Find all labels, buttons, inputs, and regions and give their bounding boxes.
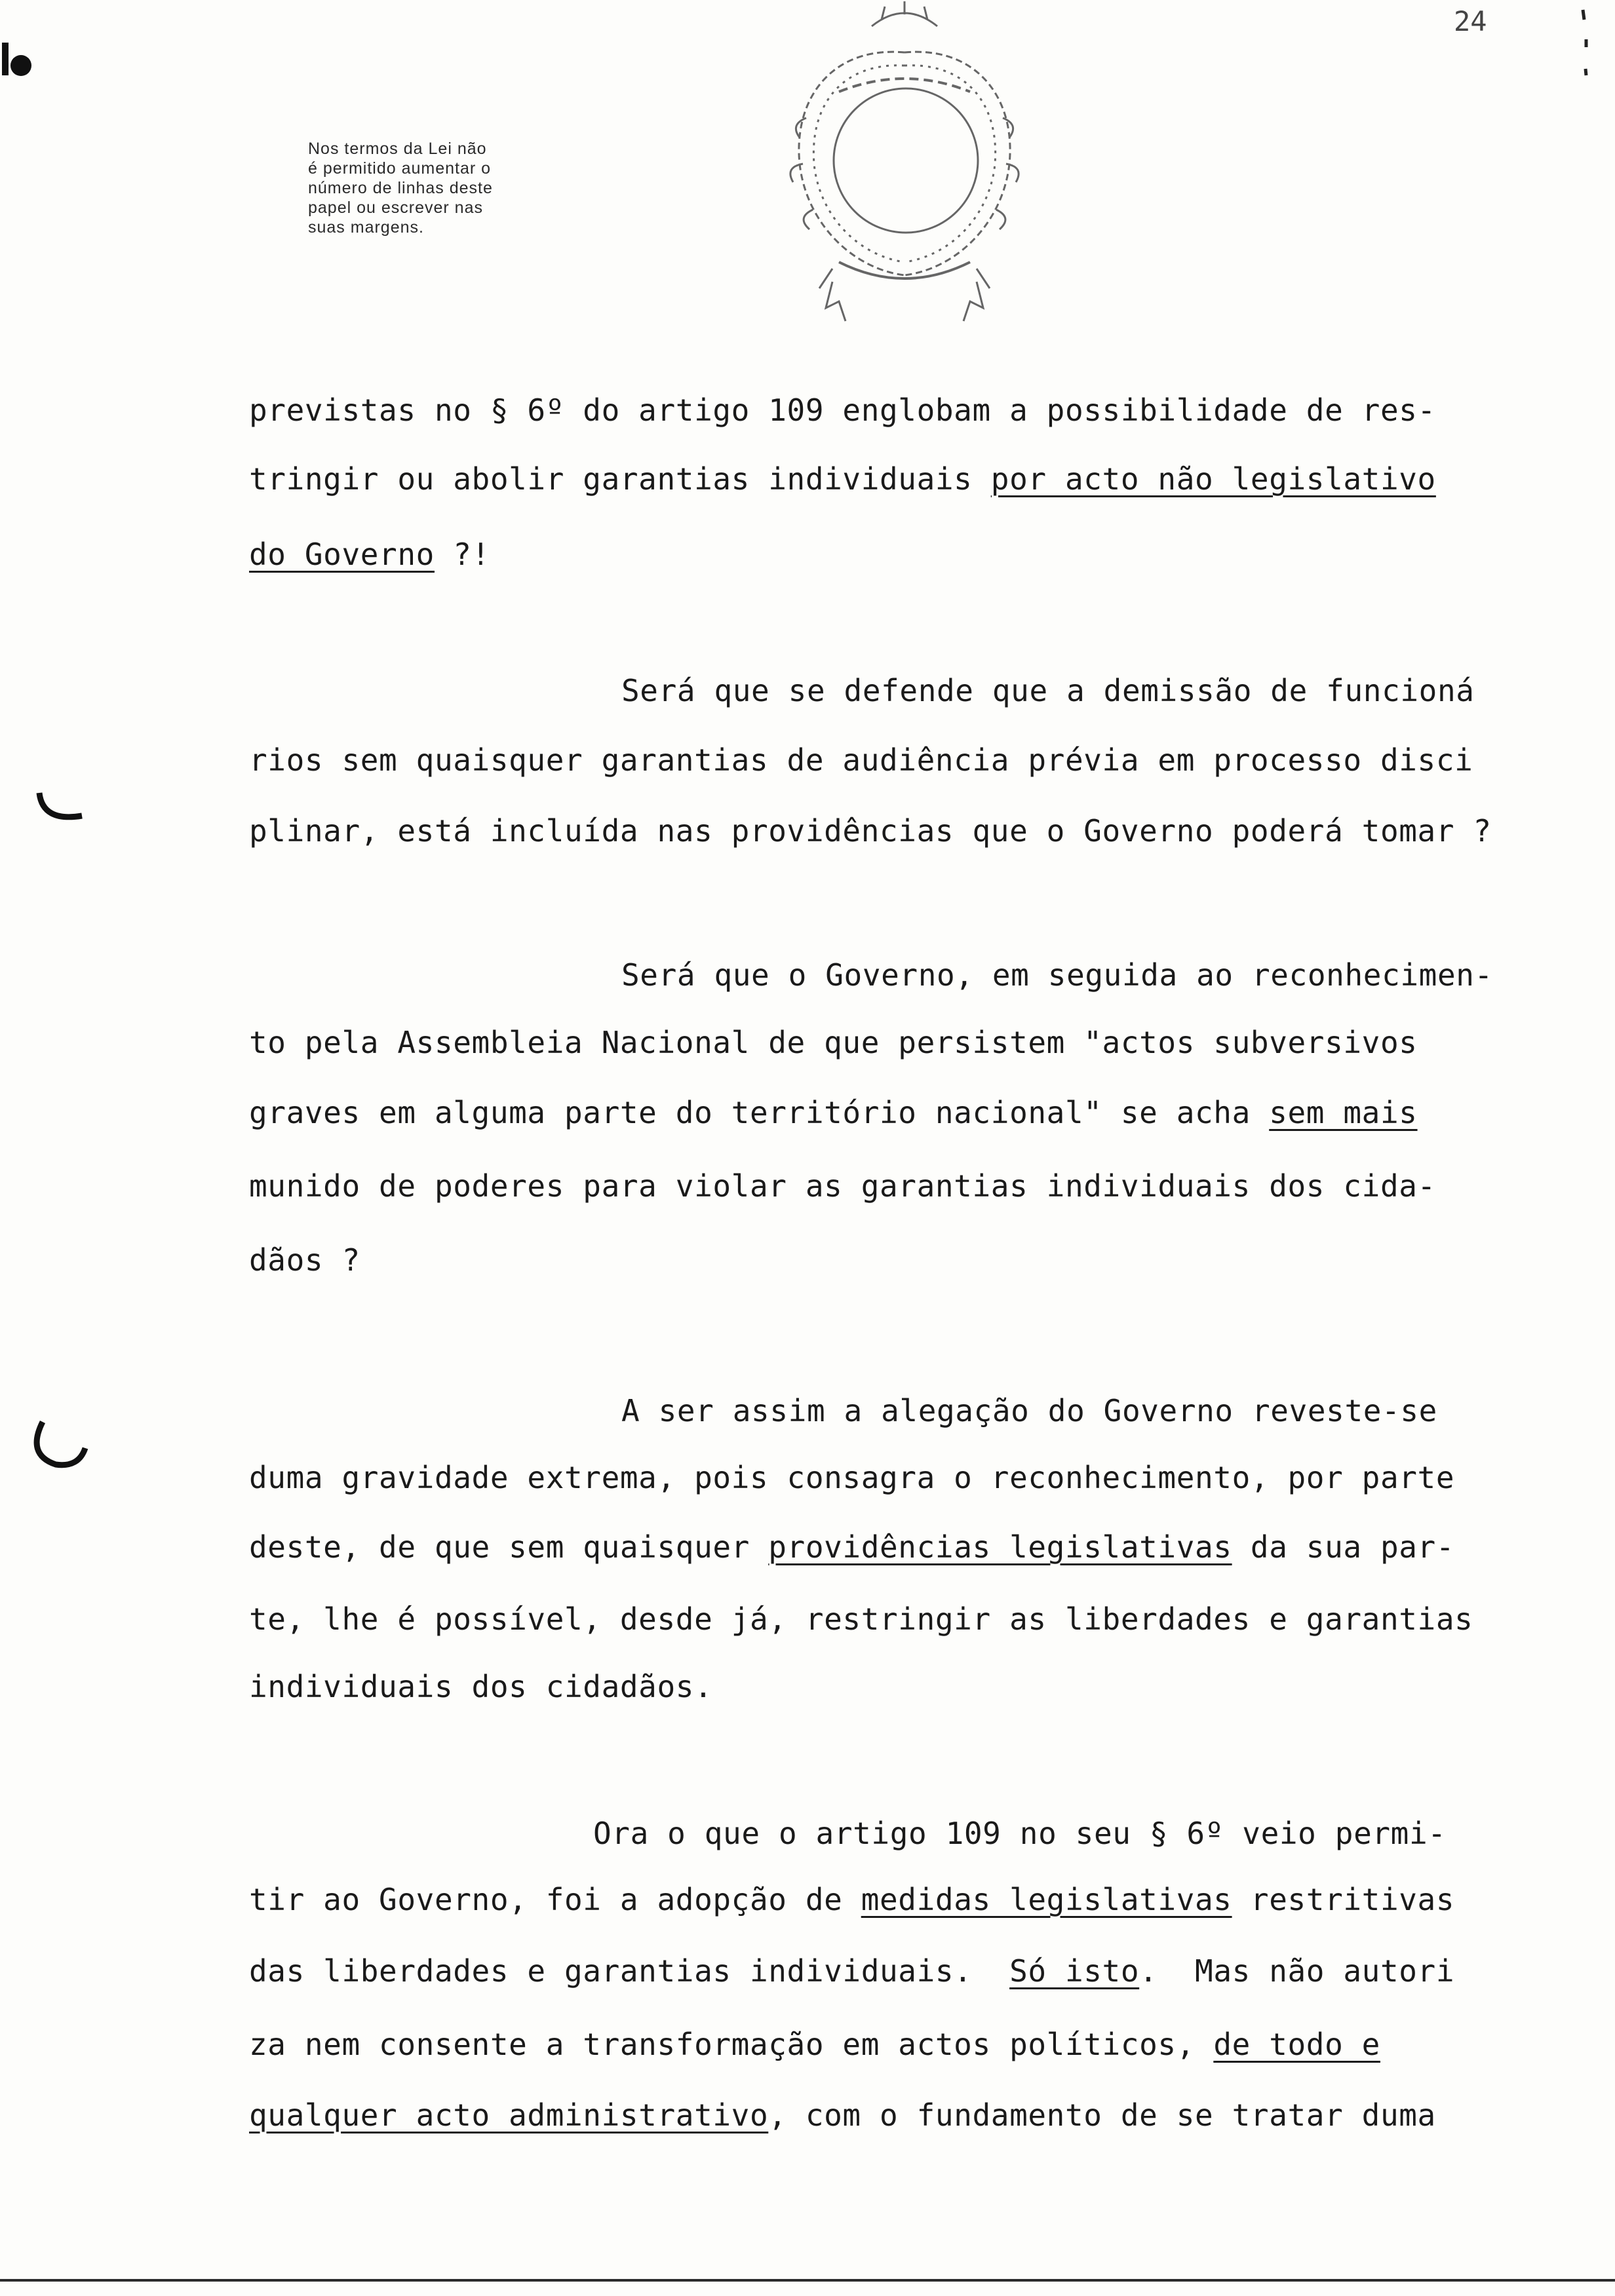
underlined-text: sem mais bbox=[1269, 1095, 1418, 1130]
underlined-text: medidas legislativas bbox=[861, 1882, 1232, 1917]
law-note-line: suas margens. bbox=[308, 218, 424, 237]
underlined-text: Só isto bbox=[1009, 1953, 1140, 1989]
text-line: te, lhe é possível, desde já, restringir as liberdades e garantias bbox=[249, 1601, 1473, 1637]
text-line: dãos ? bbox=[249, 1242, 360, 1278]
law-note-line: número de linhas deste bbox=[308, 179, 493, 197]
law-note-line: Nos termos da Lei não bbox=[308, 140, 487, 158]
text-line: das liberdades e garantias individuais. Só isto. Mas não autori bbox=[249, 1953, 1455, 1989]
text-line: plinar, está incluída nas providências que o Governo poderá tomar ? bbox=[249, 813, 1492, 849]
margin-mark-icon bbox=[0, 39, 39, 85]
underlined-text: de todo e bbox=[1213, 2027, 1380, 2062]
page-bottom-edge bbox=[0, 2279, 1615, 2282]
text-line: za nem consente a transformação em actos políticos, de todo e bbox=[249, 2027, 1380, 2062]
coat-of-arms-icon bbox=[754, 0, 1055, 341]
text-line: Será que o Governo, em seguida ao reconhecimen- bbox=[621, 957, 1493, 993]
text-line: munido de poderes para violar as garantias individuais dos cida- bbox=[249, 1168, 1436, 1204]
text-line: duma gravidade extrema, pois consagra o reconhecimento, por parte bbox=[249, 1460, 1455, 1495]
underlined-text: providências legislativas bbox=[768, 1529, 1232, 1565]
text-line: qualquer acto administrativo, com o fundamento de se tratar duma bbox=[249, 2097, 1436, 2133]
text-line: Ora o que o artigo 109 no seu § 6º veio permi- bbox=[593, 1816, 1447, 1851]
law-note-line: é permitido aumentar o bbox=[308, 159, 492, 178]
underlined-text: por acto não legislativo bbox=[990, 461, 1436, 497]
text-line: graves em alguma parte do território nacional" se acha sem mais bbox=[249, 1095, 1418, 1130]
text-line: deste, de que sem quaisquer providências legislativas da sua par- bbox=[249, 1529, 1455, 1565]
underlined-text: qualquer acto administrativo bbox=[249, 2097, 769, 2133]
text-line: to pela Assembleia Nacional de que persistem "actos subversivos bbox=[249, 1025, 1418, 1060]
margin-mark-icon bbox=[33, 786, 92, 832]
text-line: rios sem quaisquer garantias de audiência prévia em processo disci bbox=[249, 742, 1473, 778]
law-note-line: papel ou escrever nas bbox=[308, 199, 483, 217]
page-number: 24 bbox=[1454, 5, 1487, 37]
margin-mark-icon bbox=[29, 1415, 95, 1474]
text-line: tir ao Governo, foi a adopção de medidas legislativas restritivas bbox=[249, 1882, 1455, 1917]
text-line: previstas no § 6º do artigo 109 englobam a possibilidade de res- bbox=[249, 392, 1436, 428]
text-line: individuais dos cidadãos. bbox=[249, 1669, 713, 1704]
underlined-text: do Governo bbox=[249, 537, 435, 572]
margin-mark-icon bbox=[1576, 7, 1596, 79]
law-note bbox=[308, 139, 557, 237]
text-line: A ser assim a alegação do Governo reveste-se bbox=[621, 1393, 1437, 1428]
text-line: do Governo ?! bbox=[249, 537, 490, 572]
text-line: tringir ou abolir garantias individuais por acto não legislativo bbox=[249, 461, 1436, 497]
text-line: Será que se defende que a demissão de funcioná bbox=[621, 673, 1475, 708]
